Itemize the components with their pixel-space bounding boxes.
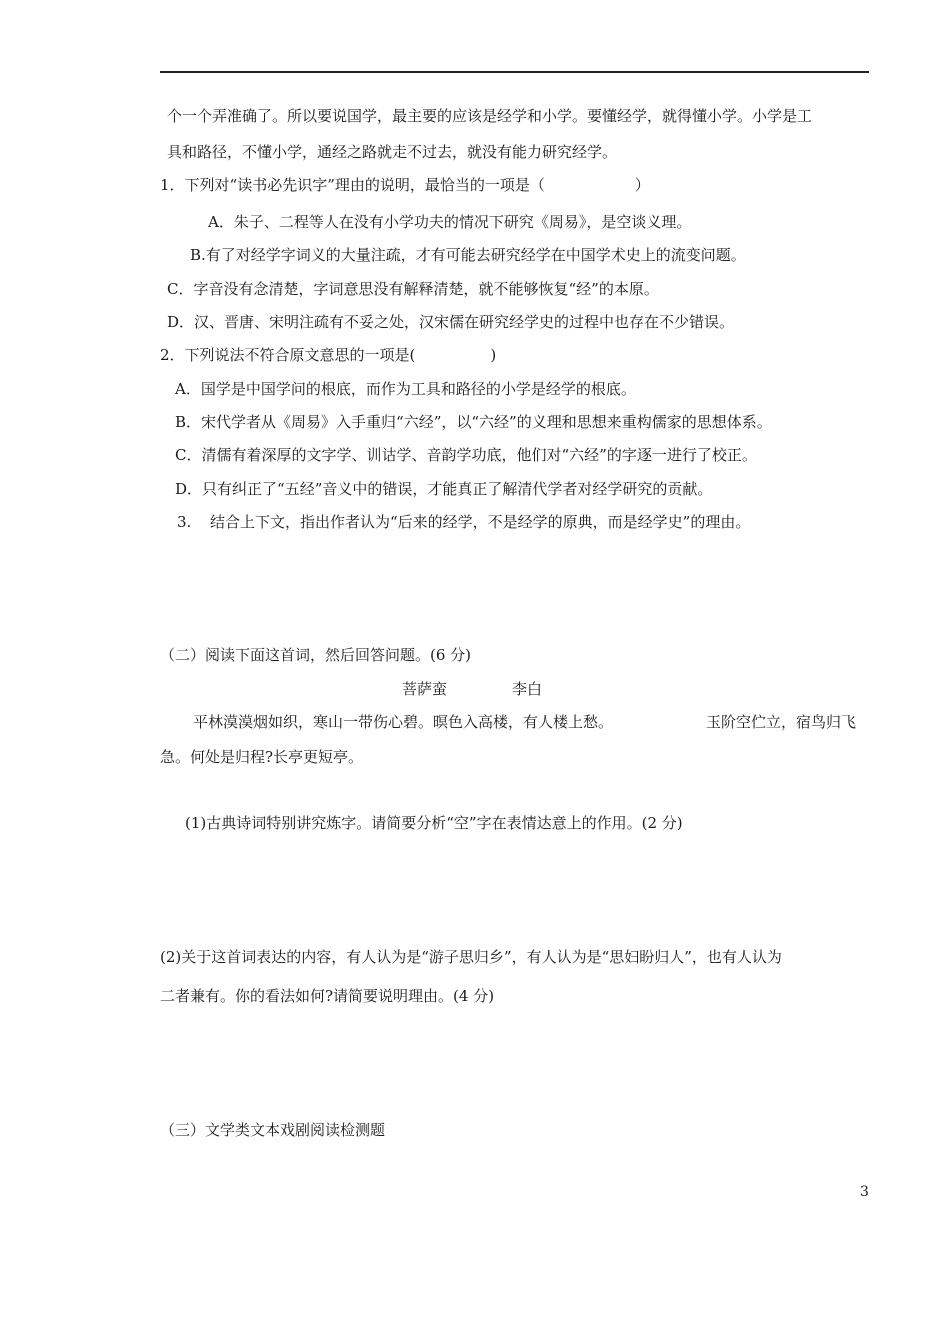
q1-option-a: A．朱子、二程等人在没有小学功夫的情况下研究《周易》，是空谈义理。: [208, 213, 692, 231]
poem-line-1b: 玉阶空伫立，宿鸟归飞: [706, 713, 857, 731]
q1-option-b: B.有了对经学字词义的大量注疏，才有可能去研究经学在中国学术史上的流变问题。: [190, 246, 746, 264]
section-3-heading: （三）文学类文本戏剧阅读检测题: [160, 1121, 386, 1139]
q1-option-c: C．字音没有念清楚，字词意思没有解释清楚，就不能够恢复“经”的本原。: [167, 280, 659, 298]
q1-option-d: D．汉、晋唐、宋明注疏有不妥之处，汉宋儒在研究经学史的过程中也存在不少错误。: [167, 313, 735, 331]
q3-number: 3.: [177, 513, 192, 531]
page-number: 3: [860, 1184, 869, 1200]
poem-author: 李白: [512, 680, 543, 698]
q2-option-a: A．国学是中国学问的根底，而作为工具和路径的小学是经学的根底。: [175, 380, 636, 398]
q1-stem: 1．下列对“读书必先识字”理由的说明，最恰当的一项是（ ）: [160, 176, 650, 194]
continuation-line-2: 具和路径，不懂小学，通经之路就走不过去，就没有能力研究经学。: [167, 143, 618, 161]
q2-option-c: C．清儒有着深厚的文字学、训诂学、音韵学功底，他们对“六经”的字逐一进行了校正。: [175, 446, 757, 464]
section-2-heading: （二）阅读下面这首词，然后回答问题。(6 分): [160, 646, 472, 664]
q3-text: 结合上下文，指出作者认为“后来的经学，不是经学的原典，而是经学史”的理由。: [210, 513, 751, 531]
q2-stem: 2．下列说法不符合原文意思的一项是( ): [160, 346, 497, 364]
poem-title: 菩萨蛮: [402, 680, 448, 698]
header-rule: [160, 71, 869, 73]
poem-line-2: 急。何处是归程?长亭更短亭。: [160, 748, 364, 766]
sub-question-2-line-2: 二者兼有。你的看法如何?请简要说明理由。(4 分): [160, 987, 495, 1005]
poem-line-1a: 平林漠漠烟如织，寒山一带伤心碧。暝色入高楼，有人楼上愁。: [193, 713, 614, 731]
sub-question-2-line-1: (2)关于这首词表达的内容，有人认为是“游子思归乡”，有人认为是“思妇盼归人”，也有人认为: [160, 948, 782, 966]
q2-option-d: D．只有纠正了“五经”音义中的错误，才能真正了解清代学者对经学研究的贡献。: [175, 480, 713, 498]
sub-question-1: (1)古典诗词特别讲究炼字。请简要分析“空”字在表情达意上的作用。(2 分): [185, 814, 683, 832]
continuation-line-1: 个一个弄准确了。所以要说国学，最主要的应该是经学和小学。要懂经学，就得懂小学。小学是工: [167, 107, 813, 125]
q2-option-b: B．宋代学者从《周易》入手重归“六经”，以“六经”的义理和思想来重构儒家的思想体系。: [175, 413, 772, 431]
